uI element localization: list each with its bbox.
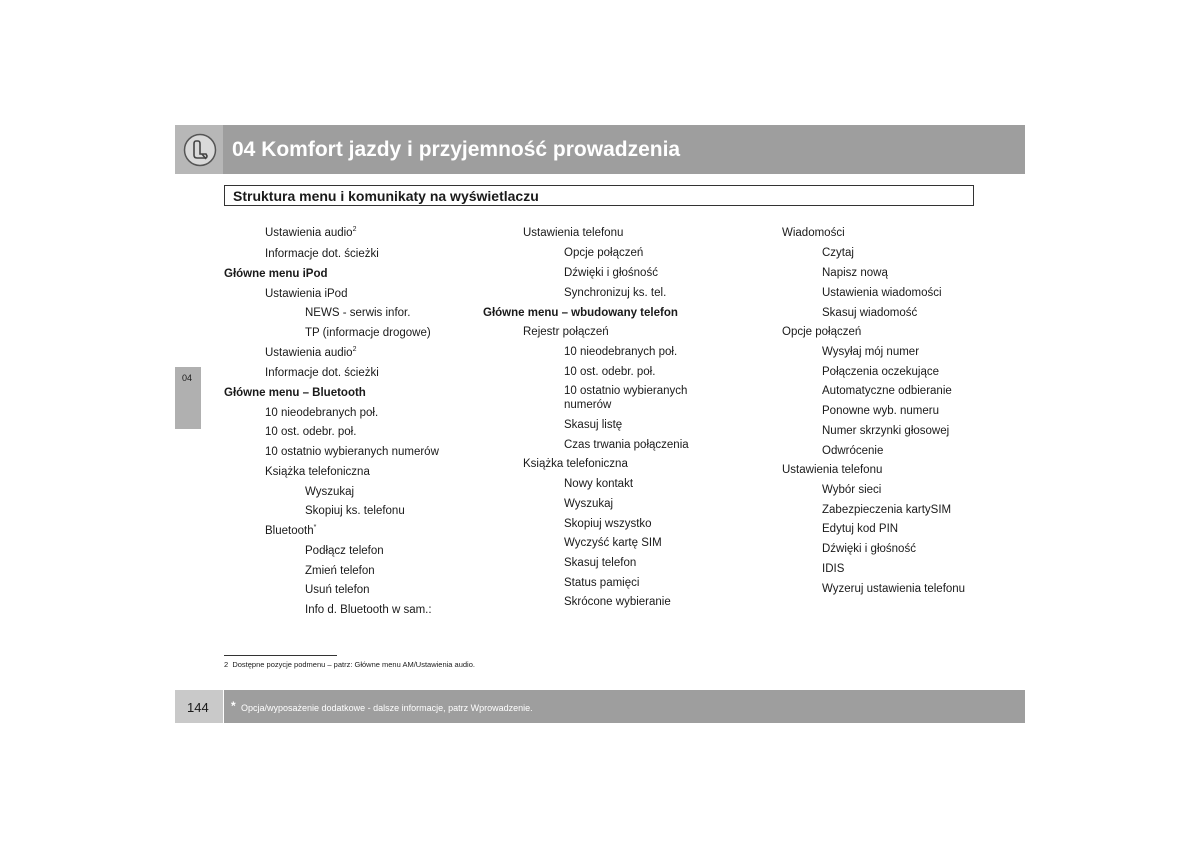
menu-item: 10 ost. odebr. poł.	[564, 366, 656, 378]
menu-item: Wyzeruj ustawienia telefonu	[822, 583, 966, 595]
footnote	[224, 660, 475, 669]
car-seat-icon	[183, 133, 217, 167]
menu-item: 10 nieodebranych poł.	[265, 407, 379, 419]
menu-item: Odwrócenie	[822, 445, 884, 457]
menu-item: IDIS	[822, 563, 845, 575]
menu-item: Zmień telefon	[305, 565, 375, 577]
menu-item: Wyszukaj	[305, 486, 355, 498]
menu-heading: Główne menu iPod	[224, 268, 328, 280]
menu-item: Ustawienia iPod	[265, 288, 348, 300]
menu-item: Automatyczne odbieranie	[822, 385, 952, 397]
menu-item: Książka telefoniczna	[265, 466, 370, 478]
menu-item: TP (informacje drogowe)	[305, 327, 431, 339]
menu-item: Ustawienia wiadomości	[822, 287, 942, 299]
menu-heading: Główne menu – wbudowany telefon	[483, 307, 678, 319]
menu-item: Usuń telefon	[305, 584, 370, 596]
menu-item: 10 ostatnio wybieranych numerów	[564, 385, 688, 411]
menu-item: Wyszukaj	[564, 498, 614, 510]
footnote-text: Dostępne pozycje podmenu – patrz: Główne menu AM/Ustawienia audio.	[232, 660, 475, 669]
menu-item: Status pamięci	[564, 577, 640, 589]
menu-item: Opcje połączeń	[782, 326, 862, 338]
menu-item: Informacje dot. ścieżki	[265, 367, 379, 379]
menu-item: Nowy kontakt	[564, 478, 634, 490]
menu-item: Skasuj wiadomość	[822, 307, 918, 319]
footer-star: *	[231, 699, 236, 713]
menu-item: Edytuj kod PIN	[822, 523, 899, 535]
menu-item: Rejestr połączeń	[523, 326, 609, 338]
menu-item: 10 nieodebranych poł.	[564, 346, 678, 358]
section-title: Struktura menu i komunikaty na wyświetlaczu	[233, 188, 539, 204]
menu-item: Synchronizuj ks. tel.	[564, 287, 667, 299]
menu-item: Ustawienia audio$^2$	[265, 226, 357, 239]
menu-item: 10 ost. odebr. poł.	[265, 426, 357, 438]
menu-item: Ustawienia audio$^2$	[265, 346, 357, 359]
footnote-divider	[224, 655, 337, 656]
menu-item: Ustawienia telefonu	[782, 464, 883, 476]
menu-item: NEWS - serwis infor.	[305, 307, 411, 319]
menu-item: Ponowne wyb. numeru	[822, 405, 939, 417]
menu-item: Podłącz telefon	[305, 545, 384, 557]
menu-item: Opcje połączeń	[564, 247, 644, 259]
menu-item: Skasuj telefon	[564, 557, 637, 569]
menu-item: Bluetooth*	[265, 524, 317, 537]
menu-item: Informacje dot. ścieżki	[265, 248, 379, 260]
footer-note: Opcja/wyposażenie dodatkowe - dalsze informacje, patrz Wprowadzenie.	[241, 703, 533, 713]
menu-item: Wybór sieci	[822, 484, 882, 496]
menu-item: Skasuj listę	[564, 419, 623, 431]
menu-item: Ustawienia telefonu	[523, 227, 624, 239]
menu-item: Skopiuj ks. telefonu	[305, 505, 405, 517]
menu-item: Skopiuj wszystko	[564, 518, 652, 530]
chapter-side-tab-label: 04	[182, 373, 193, 383]
menu-item: Wyczyść kartę SIM	[564, 537, 662, 549]
chapter-title: 04 Komfort jazdy i przyjemność prowadzenia	[232, 138, 681, 161]
menu-item: Wiadomości	[782, 227, 845, 239]
menu-item: Info d. Bluetooth w sam.:	[305, 604, 432, 616]
menu-heading: Główne menu – Bluetooth	[224, 387, 366, 399]
menu-item: Połączenia oczekujące	[822, 366, 939, 378]
menu-item: Napisz nową	[822, 267, 888, 279]
menu-item: Dźwięki i głośność	[564, 267, 658, 279]
menu-item: Dźwięki i głośność	[822, 543, 916, 555]
menu-item: Skrócone wybieranie	[564, 596, 671, 608]
page-number: 144	[187, 700, 209, 715]
menu-item: Zabezpieczenia kartySIM	[822, 504, 952, 516]
menu-item: Czas trwania połączenia	[564, 439, 689, 451]
menu-item: Numer skrzynki głosowej	[822, 425, 950, 437]
menu-item: Wysyłaj mój numer	[822, 346, 920, 358]
menu-item: Książka telefoniczna	[523, 458, 628, 470]
footnote-number: 2	[224, 660, 229, 669]
menu-item: 10 ostatnio wybieranych numerów	[265, 446, 439, 458]
menu-item: Czytaj	[822, 247, 854, 259]
